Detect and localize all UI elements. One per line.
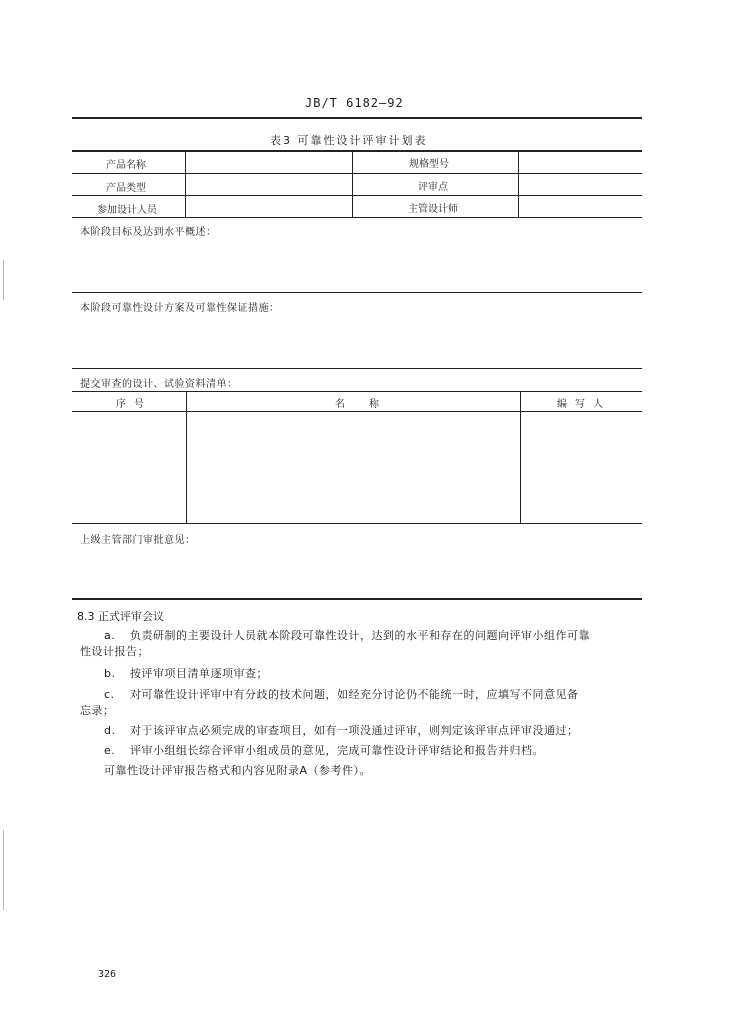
list-header-author: 编写人 — [557, 399, 611, 410]
table-row-divider — [72, 523, 642, 524]
row-label-product-type: 产品类型 — [106, 183, 146, 194]
item-b-mark: b. — [104, 667, 116, 680]
scan-margin-mark — [3, 830, 4, 910]
item-a-mark: a. — [104, 629, 116, 642]
item-d-text: 对于该评审点必须完成的审查项目，如有一项没通过评审，则判定该评审点评审没通过； — [130, 724, 579, 737]
row-label-chief-designer: 主管设计师 — [408, 204, 458, 215]
list-header-name: 名称 — [335, 399, 403, 410]
item-d-mark: d. — [104, 724, 116, 737]
item-c-continuation: 忘录； — [80, 704, 115, 717]
section-design-plan-label: 本阶段可靠性设计方案及可靠性保证措施： — [80, 303, 280, 314]
item-a-continuation: 性设计报告； — [80, 645, 149, 658]
list-header-no: 序号 — [116, 399, 152, 410]
section-goals-label: 本阶段目标及达到水平概述： — [80, 227, 217, 238]
list-header-rule — [72, 411, 642, 412]
header-rule — [72, 117, 642, 119]
standard-number: JB/T 6182—92 — [305, 96, 404, 110]
item-b-text: 按评审项目清单逐项审查； — [130, 667, 268, 680]
row-label-model: 规格型号 — [409, 159, 449, 170]
scan-margin-mark — [3, 260, 4, 300]
table-row-divider — [72, 173, 642, 174]
closing-line: 可靠性设计评审报告格式和内容见附录A（参考件）。 — [104, 764, 372, 777]
item-c-text: 对可靠性设计评审中有分歧的技术问题，如经充分讨论仍不能统一时，应填写不同意见备 — [130, 688, 579, 701]
item-e-mark: e. — [104, 744, 116, 757]
row-label-designers: 参加设计人员 — [97, 205, 157, 216]
table-caption: 表3 可靠性设计评审计划表 — [270, 134, 428, 147]
table-col-divider — [185, 151, 186, 217]
list-col-divider — [520, 392, 521, 523]
row-label-review-point: 评审点 — [418, 182, 448, 193]
table-row-divider — [72, 292, 642, 293]
table-col-divider — [352, 151, 353, 217]
item-e-text: 评审小组组长综合评审小组成员的意见，完成可靠性设计评审结论和报告并归档。 — [130, 744, 544, 757]
table-top-rule — [72, 150, 642, 152]
table-row-divider — [72, 195, 642, 196]
list-col-divider — [186, 392, 187, 523]
section-approval-label: 上级主管部门审批意见： — [80, 535, 196, 546]
table-bottom-rule — [72, 598, 642, 600]
table-row-divider — [72, 217, 642, 218]
item-c-mark: c. — [104, 688, 115, 701]
section-title: 8.3 正式评审会议 — [77, 610, 164, 623]
table-col-divider — [518, 151, 519, 217]
table-row-divider — [72, 368, 642, 369]
table-row-divider — [72, 391, 642, 392]
row-label-product-name: 产品名称 — [106, 160, 146, 171]
item-a-text: 负责研制的主要设计人员就本阶段可靠性设计，达到的水平和存在的问题向评审小组作可靠 — [130, 629, 590, 642]
section-materials-label: 提交审查的设计、试验资料清单： — [80, 379, 238, 390]
page-number: 326 — [98, 969, 117, 980]
